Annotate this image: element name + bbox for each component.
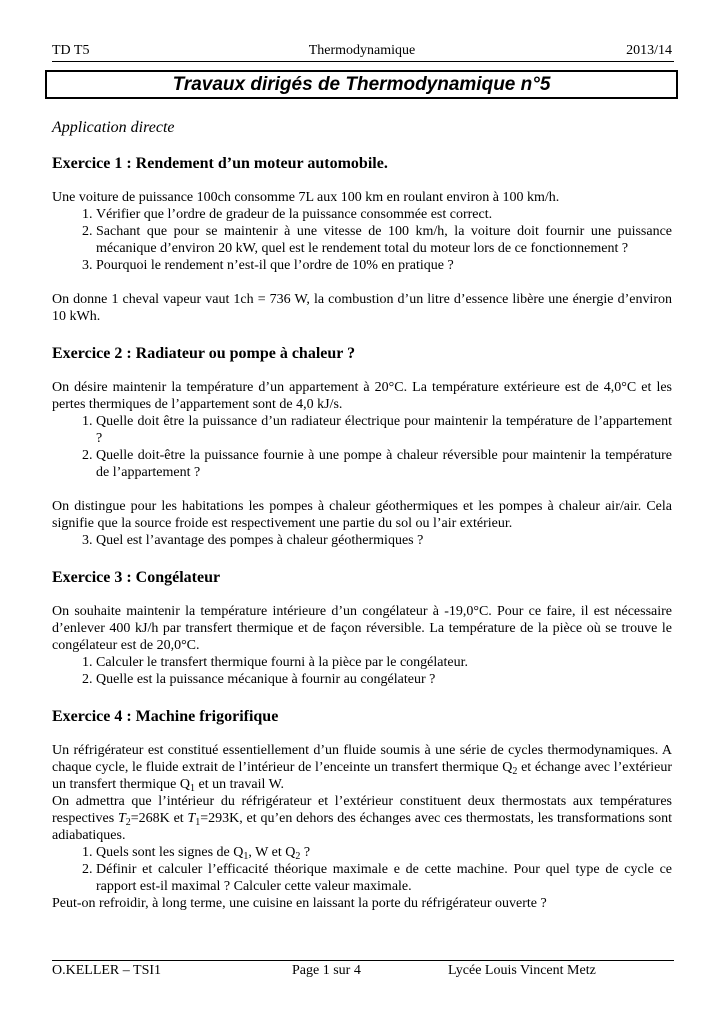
footer-left: O.KELLER – TSI1 [52,963,162,978]
document-body [52,119,672,912]
exercise-1-note: On donne 1 cheval vapeur vaut 1ch = 736 W, la combustion d’un litre d’essence libère une énergie d’environ 10 kWh. [52,292,672,324]
exercise-1-intro: Une voiture de puissance 100ch consomme 7L aux 100 km en roulant environ à 100 km/h. [52,190,560,205]
exercise-2-title: Exercice 2 : Radiateur ou pompe à chaleur ? [52,345,356,362]
page-title: Travaux dirigés de Thermodynamique n°5 [45,70,678,99]
exercise-1-questions [52,206,672,274]
exercise-3-questions [52,654,672,688]
header-rule [52,61,674,62]
exercise-1-title: Exercice 1 : Rendement d’un moteur automobile. [52,155,388,172]
question: 2. Quelle doit-être la puissance fournie à une pompe à chaleur réversible pour maintenir la température de l’appartement ? [96,447,672,481]
question: 2. Sachant que pour se maintenir à une vitesse de 100 km/h, la voiture doit fournir une puissance mécanique d’environ 20 kW, quel est le rendement total du moteur lors de ce fonctionnement ? [96,223,672,257]
exercise-4-paragraph-1: Un réfrigérateur est constitué essentiellement d’un fluide soumis à une série de cycles thermodynamiques. A chaque cycle, le fluide extrait de l’intérieur de l’enceinte un transfert thermique $Q_2$ et échange avec l’extérieur un transfert thermique $Q_1$ et un travail W. [52,743,672,794]
section-heading: Application directe [52,119,175,136]
exercise-3-intro: On souhaite maintenir la température intérieure d’un congélateur à -19,0°C. Pour ce faire, il est nécessaire d’enlever 400 kJ/h par transfert thermique et de façon réversible. La température de la pièce où se trouve le congélateur est de 20,0°C. [52,604,672,653]
header-left: TD T5 [52,43,90,58]
question: 3. Pourquoi le rendement n’est-il que l’ordre de 10% en pratique ? [96,257,672,274]
exercise-4-questions [52,844,672,895]
question: 1. Quelle doit être la puissance d’un radiateur électrique pour maintenir la température de l’appartement ? [96,413,672,447]
footer-right: Lycée Louis Vincent Metz [448,963,596,978]
question: 2. Définir et calculer l’efficacité théorique maximale e de cette machine. Pour quel type de cycle ce rapport est-il maximal ? Calculer cette valeur maximale. [96,861,672,895]
header-center: Thermodynamique [308,43,416,58]
exercise-4-paragraph-2: On admettra que l’intérieur du réfrigérateur et l’extérieur constituent deux thermostats aux températures respectives $T_2=268K$ et $T_1=293K$, et qu’en dehors des échanges avec ces thermostats, les transformations sont adiabatiques. [52,794,672,843]
exercise-2-questions [52,413,672,481]
exercise-3-title: Exercice 3 : Congélateur [52,569,221,586]
exercise-4-last-question: Peut-on refroidir, à long terme, une cuisine en laissant la porte du réfrigérateur ouverte ? [52,896,547,911]
page-header [52,43,672,61]
exercise-2-note: On distingue pour les habitations les pompes à chaleur géothermiques et les pompes à chaleur air/air. Cela signifie que la source froide est respectivement une partie du sol ou l’air extérieur. [52,499,672,531]
question: 1. Quels sont les signes de $Q_1$, W et $Q_2$ ? [96,844,672,861]
exercise-2-questions-cont [52,532,672,549]
header-right: 2013/14 [626,43,672,58]
exercise-4-title: Exercice 4 : Machine frigorifique [52,708,279,725]
exercise-2-intro: On désire maintenir la température d’un appartement à 20°C. La température extérieure est de 4,0°C et les pertes thermiques de l’appartement sont de 4,0 kJ/s. [52,380,672,412]
question: 2. Quelle est la puissance mécanique à fournir au congélateur ? [96,671,672,688]
question: 3. Quel est l’avantage des pompes à chaleur géothermiques ? [96,532,672,549]
footer-page-number: Page 1 sur 4 [292,963,361,978]
question: 1. Vérifier que l’ordre de gradeur de la puissance consommée est correct. [96,206,672,223]
question: 1. Calculer le transfert thermique fourni à la pièce par le congélateur. [96,654,672,671]
footer-rule [52,960,674,961]
